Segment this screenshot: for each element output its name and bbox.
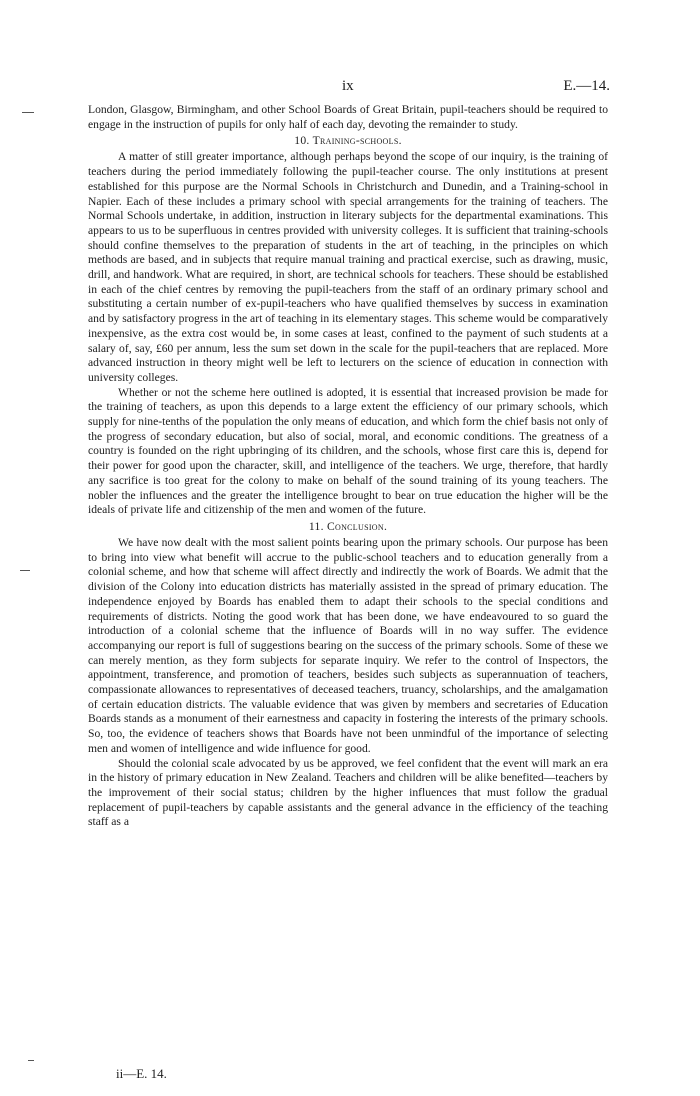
paragraph: We have now dealt with the most salient points bearing upon the primary schools. Our purpose has been to bring into view what benefit will accrue to the public-school teachers and to education generally from a colonial scheme, and how that scheme will affect directly and indirectly the work of Boards. We admit that the division of the Colony into education districts has materially assisted in the spread of primary education. The independence enjoyed by Boards has enabled them to adapt their schools to the special conditions and requirements of districts. Noting the good work that has been done, we have endeavoured to so guard the introduction of a colonial scheme that the influence of Boards will in no way suffer. The evidence accompanying our report is full of suggestions bearing on the success of the primary schools. Some of these we can merely mention, as they form subjects for separate inquiry. We refer to the control of Inspectors, the appointment, transference, and promotion of teachers, besides such subjects as superannuation of teachers, compassionate allowances to representatives of deceased teachers, truancy, scholarships, and the amalgamation of certain education districts. The valuable evidence that was given by members and secretaries of Education Boards stands as a monument of their earnestness and capacity in fostering the interests of the primary schools. So, too, the evidence of teachers shows that Boards have not been unmindful of the importance of selecting men and women of intelligence and wide influence for good. — [88, 535, 608, 755]
paragraph: Whether or not the scheme here outlined is adopted, it is essential that increased provision be made for the training of teachers, as upon this depends to a large extent the efficiency of our primary schools, which supply for nine-tenths of the population the only means of education, and which form the chief basis not only of the progress of secondary education, but also of social, moral, and economic conditions. The greatness of a country is founded on the right upbringing of its children, and the schools, whose first care this is, depend for their power for good upon the character, skill, and intelligence of the teachers. We urge, therefore, that hardly any sacrifice is too great for the colony to make on behalf of the sound training of its young teachers. The nobler the influences and the greater the intelligence brought to bear on true education the higher will be the ideals of private life and citizenship of the men and women of the future. — [88, 385, 608, 517]
section-heading-training-schools: 10. Training-schools. — [294, 134, 402, 148]
page-number: ix — [342, 78, 354, 94]
paragraph-continuation: London, Glasgow, Birmingham, and other School Boards of Great Britain, pupil-teachers should be required to engage in the instruction of pupils for only half of each day, devoting the remainder to study. — [88, 103, 608, 131]
signature-mark: ii—E. 14. — [116, 1066, 167, 1081]
body-text — [88, 103, 608, 830]
document-reference: E.—14. — [563, 78, 610, 94]
paragraph: A matter of still greater importance, although perhaps beyond the scope of our inquiry, is the training of teachers during the period immediately following the pupil-teacher course. The only institutions at present established for this purpose are the Normal Schools in Christchurch and Dunedin, and a Training-school in Napier. Each of these includes a primary school with special arrangements for the training of teachers. The Normal Schools undertake, in addition, instruction in literary subjects for the departmental examinations. This appears to us to be superfluous in centres provided with university colleges. It is sufficient that training-schools should confine themselves to the preparation of students in the art of teaching, in the principles on which methods are based, and in subjects that require manual training and practical exercise, such as drawing, music, drill, and handwork. What are required, in short, are technical schools for teachers. These should be established in each of the chief centres by removing the pupil-teachers from the staff of an ordinary primary school and substituting a certain number of ex-pupil-teachers who have qualified themselves by success in examination and by satisfactory progress in the art of teaching in its elementary stages. This scheme would be comparatively inexpensive, as the extra cost would be, in some cases at least, confined to the payment of such students at a salary of, say, £60 per annum, less the sum set down in the scale for the pupil-teachers that are replaced. More advanced instruction in theory might well be left to lecturers on the science of education in connection with university colleges. — [88, 150, 608, 384]
margin-mark-middle — [20, 570, 30, 571]
margin-mark-bottom — [28, 1060, 34, 1061]
margin-mark-top — [22, 112, 34, 113]
page-header — [0, 78, 700, 100]
paragraph: Should the colonial scale advocated by us be approved, we feel confident that the event will mark an era in the history of primary education in New Zealand. Teachers and children will be alike benefited—teachers by the improvement of their social status; children by the higher influences that must follow the gradual replacement of pupil-teachers by capable assistants and the general advance in the efficiency of the teaching staff as a — [88, 756, 608, 829]
section-heading-conclusion: 11. Conclusion. — [308, 519, 388, 533]
